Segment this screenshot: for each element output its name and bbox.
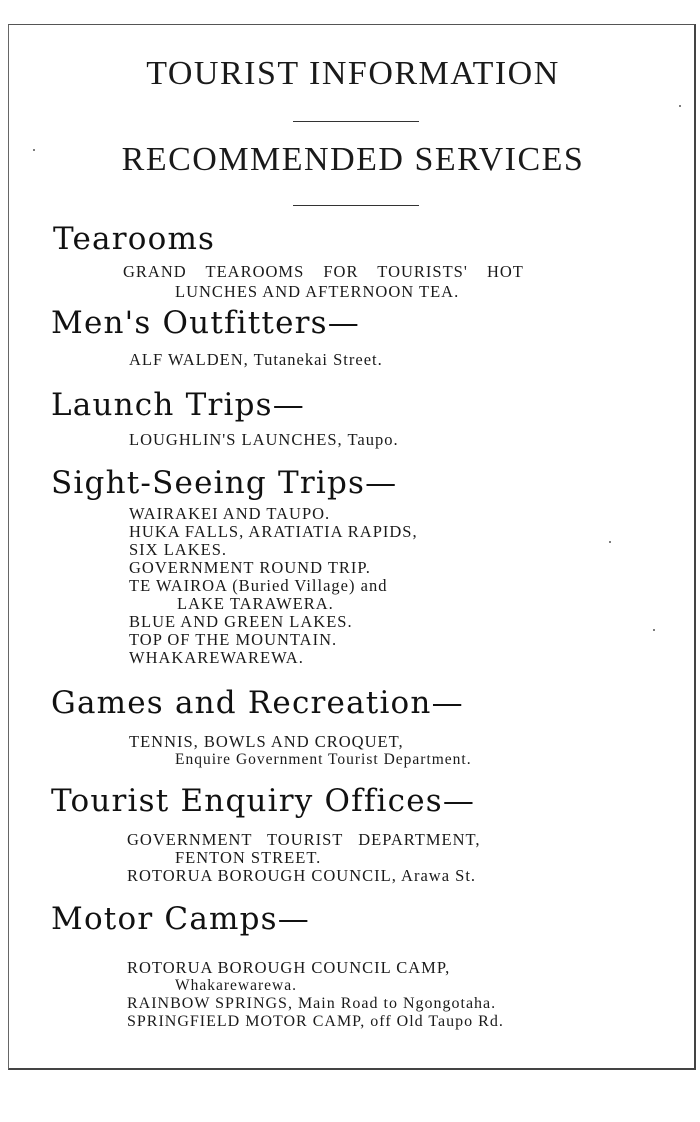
motor-camps-line-3: RAINBOW SPRINGS, Main Road to Ngongotaha. (127, 995, 497, 1012)
print-speck (609, 541, 611, 543)
mens-outfitters-line-1: ALF WALDEN, Tutanekai Street. (129, 350, 383, 369)
section-heading-launch-trips: Launch Trips— (51, 387, 305, 423)
motor-camps-line-1: ROTORUA BOROUGH COUNCIL CAMP, (127, 958, 451, 977)
page-title: TOURIST INFORMATION (146, 55, 560, 92)
section-heading-mens-outfitters: Men's Outfitters— (51, 305, 360, 341)
section-heading-tearooms: Tearooms (53, 221, 216, 257)
launch-trips-line-1: LOUGHLIN'S LAUNCHES, Taupo. (129, 430, 399, 449)
games-recreation-line-1: TENNIS, BOWLS AND CROQUET, (129, 732, 404, 751)
sight-seeing-line-3: SIX LAKES. (129, 540, 228, 559)
sight-seeing-line-7: BLUE AND GREEN LAKES. (129, 612, 353, 631)
print-speck (33, 149, 35, 151)
enquiry-offices-line-2: FENTON STREET. (175, 848, 322, 867)
section-heading-tourist-enquiry-offices: Tourist Enquiry Offices— (51, 783, 476, 819)
enquiry-offices-line-3: ROTORUA BOROUGH COUNCIL, Arawa St. (127, 866, 477, 885)
sight-seeing-line-5: TE WAIROA (Buried Village) and (129, 576, 388, 595)
sight-seeing-line-9: WHAKAREWAREWA. (129, 648, 304, 667)
section-heading-sight-seeing-trips: Sight-Seeing Trips— (51, 465, 398, 501)
print-speck (679, 105, 681, 107)
sight-seeing-line-2: HUKA FALLS, ARATIATIA RAPIDS, (129, 522, 418, 541)
games-recreation-line-2: Enquire Government Tourist Department. (175, 751, 472, 768)
sight-seeing-line-6: LAKE TARAWERA. (177, 594, 334, 613)
sight-seeing-line-1: WAIRAKEI AND TAUPO. (129, 504, 331, 523)
subtitle-divider (293, 205, 419, 206)
page-frame (8, 24, 696, 1070)
page-subtitle: RECOMMENDED SERVICES (121, 141, 585, 178)
sight-seeing-line-8: TOP OF THE MOUNTAIN. (129, 630, 338, 649)
motor-camps-line-2: Whakarewarewa. (175, 977, 297, 994)
enquiry-offices-line-1: GOVERNMENT TOURIST DEPARTMENT, (127, 830, 481, 849)
sight-seeing-line-4: GOVERNMENT ROUND TRIP. (129, 558, 371, 577)
print-speck (653, 629, 655, 631)
tearooms-line-1: GRAND TEAROOMS FOR TOURISTS' HOT (123, 262, 524, 281)
tearooms-line-2: LUNCHES AND AFTERNOON TEA. (175, 282, 460, 301)
motor-camps-line-4: SPRINGFIELD MOTOR CAMP, off Old Taupo Rd. (127, 1013, 504, 1030)
title-divider (293, 121, 419, 122)
section-heading-motor-camps: Motor Camps— (51, 901, 310, 937)
section-heading-games-recreation: Games and Recreation— (51, 685, 464, 721)
